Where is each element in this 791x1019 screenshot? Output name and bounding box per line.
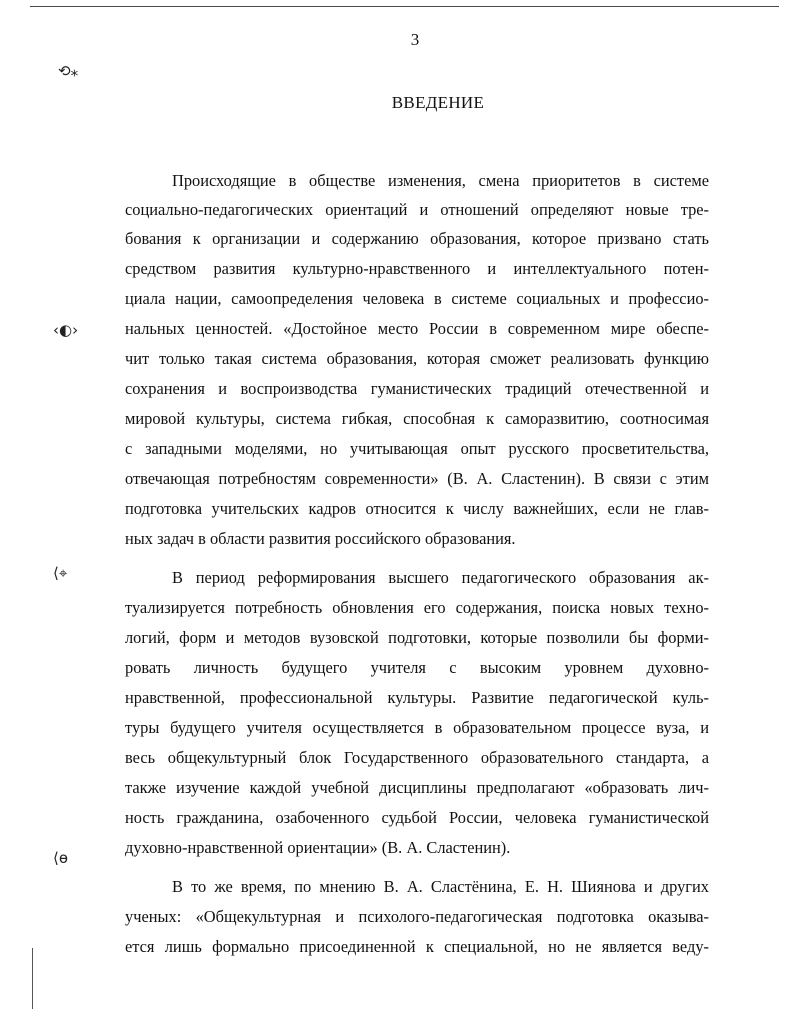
text-line: духовно-нравственной ориентации» (В. А. Сластенин). bbox=[125, 838, 511, 857]
text-line: В период реформирования высшего педагогического образования ак- bbox=[172, 568, 709, 587]
text-line: весь общекультурный блок Государственного образовательного стандарта, а bbox=[125, 748, 709, 767]
text-line: мировой культуры, система гибкая, способная к саморазвитию, соотносимая bbox=[125, 409, 709, 428]
text-line: нравственной, профессиональной культуры. Развитие педагогической куль- bbox=[125, 688, 709, 707]
text-line: также изучение каждой учебной дисциплины предполагают «образовать лич- bbox=[125, 778, 709, 797]
text-line: ность гражданина, озабоченного судьбой России, человека гуманистической bbox=[125, 808, 709, 827]
text-line: чит только такая система образования, которая сможет реализовать функцию bbox=[125, 349, 709, 368]
text-line: бования к организации и содержанию образования, которое призвано стать bbox=[125, 229, 709, 248]
text-line: социально-педагогических ориентаций и отношений определяют новые тре- bbox=[125, 200, 709, 219]
text-line: туры будущего учителя осуществляется в образовательном процессе вуза, и bbox=[125, 718, 709, 737]
margin-mark-1: ⟲⁎ bbox=[58, 62, 79, 80]
margin-mark-2: ‹◐› bbox=[53, 321, 79, 339]
text-line: ется лишь формально присоединенной к специальной, но не является веду- bbox=[125, 937, 709, 956]
text-line: нальных ценностей. «Достойное место России в современном мире обеспе- bbox=[125, 319, 709, 338]
text-line: средством развития культурно-нравственного и интеллектуального потен- bbox=[125, 259, 709, 278]
text-line: отвечающая потребностям современности» (В. А. Сластенин). В связи с этим bbox=[125, 469, 709, 488]
text-line: сохранения и воспроизводства гуманистических традиций отечественной и bbox=[125, 379, 709, 398]
text-line: ных задач в области развития российского образования. bbox=[125, 529, 516, 548]
text-line: циала нации, самоопределения человека в системе социальных и профессио- bbox=[125, 289, 709, 308]
text-line: ученых: «Общекультурная и психолого-педагогическая подготовка оказыва- bbox=[125, 907, 709, 926]
text-line: подготовка учительских кадров относится к числу важнейших, если не глав- bbox=[125, 499, 709, 518]
margin-mark-4: ⟨ɵ bbox=[53, 849, 69, 867]
text-line: ровать личность будущего учителя с высоким уровнем духовно- bbox=[125, 658, 709, 677]
top-border-line bbox=[30, 6, 779, 7]
page-number: 3 bbox=[410, 30, 420, 49]
text-line: В то же время, по мнению В. А. Сластёнина, Е. Н. Шиянова и других bbox=[172, 877, 709, 896]
margin-mark-3: ⟨⌖ bbox=[53, 564, 68, 582]
text-line: Происходящие в обществе изменения, смена приоритетов в системе bbox=[172, 171, 709, 190]
text-line: с западными моделями, но учитывающая опыт русского просветительства, bbox=[125, 439, 709, 458]
page-title: ВВЕДЕНИЕ bbox=[391, 93, 485, 112]
left-scan-edge bbox=[32, 948, 33, 1009]
text-line: туализируется потребность обновления его содержания, поиска новых техно- bbox=[125, 598, 709, 617]
text-line: логий, форм и методов вузовской подготовки, которые позволили бы форми- bbox=[125, 628, 709, 647]
